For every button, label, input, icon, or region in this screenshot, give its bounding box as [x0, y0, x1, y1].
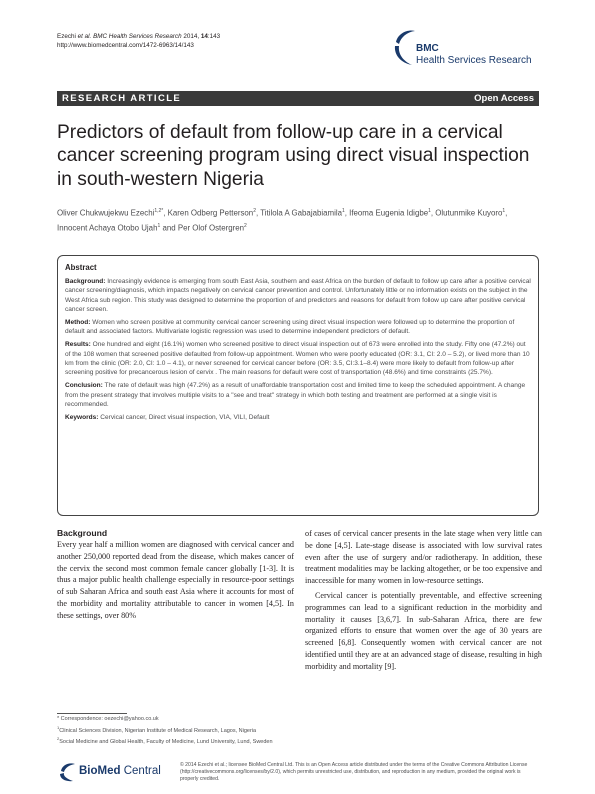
abstract-keywords — [65, 413, 531, 422]
abstract-conclusion-text: The rate of default was high (47.2%) as a result of unaffordable transportation cost and limited time to keep the scheduled appointment. A change from the present strategy that involves multiple visits to a "see and treat" strategy in which both testing and treatment are performed at a single visit is recommended. — [65, 382, 526, 408]
body-paragraph: Cervical cancer is potentially preventable, and effective screening programmes can lead to a significant reduction in the morbidity and mortality it causes [3,6,7]. In sub-Saharan Africa, there are few organized efforts to ensure that women over the age of 30 years are screened [6,8]. Consequently women with cervical cancer are not identified until they are at an advanced stage of disease, resulting in high morbidity and mortality [9]. — [305, 590, 542, 671]
article-type-banner — [57, 91, 539, 106]
author-affiliation-sup: 1 — [157, 222, 161, 229]
author-name: Olutunmike Kuyoro — [435, 208, 503, 218]
author-separator: and — [160, 223, 178, 233]
biomed-central-logo — [57, 761, 177, 783]
citation-line — [57, 32, 220, 41]
author-affiliation-sup: 2 — [253, 208, 256, 214]
author-affiliation-sup: 1 — [502, 208, 506, 214]
bmc-journal-logo — [390, 28, 550, 76]
abstract-conclusion — [65, 381, 531, 409]
header-citation — [57, 32, 220, 50]
author-affiliation-sup: 1,2* — [154, 208, 164, 214]
abstract-method — [65, 318, 531, 337]
article-url[interactable]: http://www.biomedcentral.com/1472-6963/14/143 — [57, 42, 194, 50]
central-word: Central — [120, 765, 161, 777]
biomed-word: BioMed — [79, 765, 121, 777]
author-separator: , — [255, 208, 261, 218]
bmc-swoosh-icon — [390, 28, 416, 68]
abstract-background — [65, 277, 531, 315]
license-statement: © 2014 Ezechi et al.; licensee BioMed Central Ltd. This is an Open Access article distributed under the terms of the Creative Commons Attribution License (http://creativecommons.org/licenses/by/2.0), which permits unrestricted use, distribution, and reproduction in any medium, provided the original work is properly credited. — [180, 762, 528, 783]
abstract-background-label: Background: — [65, 278, 106, 285]
section-heading-background: Background — [57, 528, 108, 538]
author-list — [57, 205, 539, 234]
abstract-results-text: One hundred and eight (16.1%) women who screened positive to direct visual inspection out of 673 were enrolled into the study. Fifty one (47.2%) out of the 108 women that screened positive defaulted from follow-up appointment. Women who were poorly educated (OR: 3.1, CI: 2.0 – 5.2), or lived more than 10 km from the clinic (OR: 2.0, CI: 1.0 – 4.1), or never screened for cervical cancer before (OR: 3.5, CI:3.1–8.4) were more likely to default from follow-up after screening positive for precancerous lesion of cervix . The main reasons for default were cost of transportation (48.6%) and time constraints (25.7%). — [65, 341, 530, 377]
affiliation-text: Social Medicine and Global Health, Faculty of Medicine, Lund University, Lund, Sweden — [59, 739, 273, 746]
abstract-heading: Abstract — [65, 263, 97, 272]
open-access-label: Open Access — [474, 93, 534, 104]
author-separator: , — [163, 208, 168, 218]
author-name: Per Olof Ostergren — [177, 223, 245, 233]
author-name: Innocent Achaya Otobo Ujah — [57, 223, 158, 233]
body-paragraph: of cases of cervical cancer presents in the late stage when very little can be done [4,5]. Late-stage disease is associated with low survival rates even after the use of surgery and/or radiotherapy. In addition, these treatment modalities may be lacking altogether, or be too expensive and inaccessible for many women in low-resource settings. — [305, 529, 542, 586]
abstract-results — [65, 340, 531, 378]
footnote-divider — [57, 713, 127, 714]
author-separator: , — [430, 208, 436, 218]
keywords-label: Keywords: — [65, 413, 99, 421]
biomed-central-swoosh-icon — [57, 762, 77, 782]
citation-authors: Ezechi — [57, 33, 76, 40]
correspondence-note: * Correspondence: oezechi@yahoo.co.uk — [57, 716, 159, 722]
body-column-right — [305, 528, 542, 673]
citation-article: :143 — [207, 33, 221, 40]
author-separator: , — [505, 208, 508, 218]
logo-bmc-text: BMC — [416, 43, 439, 54]
author-name: Karen Odberg Petterson — [167, 208, 254, 218]
footnotes — [57, 716, 294, 747]
abstract-method-label: Method: — [65, 319, 91, 326]
abstract-box — [57, 255, 539, 516]
affiliation-sup: 1 — [57, 724, 60, 730]
citation-journal: BMC Health Services Research — [93, 33, 182, 40]
logo-journal-text: Health Services Research — [416, 55, 532, 66]
author-affiliation-sup: 1 — [428, 208, 431, 214]
article-type-label: RESEARCH ARTICLE — [62, 93, 182, 104]
abstract-background-text: Increasingly evidence is emerging from south East Asia, southern and east Africa on the burden of default to follow up care after a positive cervical cancer screening/diagnosis, which impacts negatively on cervical cancer prevention and control. Unfortunately little or no information exists on the subject in the West Africa sub region. This study was designed to determine the proportion of and predictors and reasons for default from follow up care after positive cervical cancer screen. — [65, 278, 531, 314]
keywords-text: Cervical cancer, Direct visual inspection, VIA, VILI, Default — [98, 413, 270, 421]
affiliation-sup: 2 — [57, 736, 60, 742]
citation-etal: et al. — [75, 33, 94, 40]
abstract-method-text: Women who screen positive at community cervical cancer screening using direct visual inspection were followed up to determine the proportion of default and associated factors. Multivariate logistic regression was used to determine independent predictors of default. — [65, 319, 515, 336]
author-affiliation-sup: 1 — [341, 208, 345, 214]
author-name: Ifeoma Eugenia Idigbe — [349, 208, 429, 218]
author-name: Titilola A Gabajabiamila — [260, 208, 342, 218]
author-separator: , — [344, 208, 350, 218]
abstract-results-label: Results: — [65, 341, 91, 349]
author-name: Oliver Chukwujekwu Ezechi — [57, 208, 155, 218]
article-title: Predictors of default from follow-up care in a cervical cancer screening program using direct visual inspection in south-western Nigeria — [57, 122, 530, 190]
citation-year: 2014, — [181, 33, 201, 40]
citation-volume: 14 — [200, 33, 208, 40]
abstract-conclusion-label: Conclusion: — [65, 382, 103, 390]
body-column-left — [57, 528, 294, 622]
body-paragraph: Every year half a million women are diagnosed with cervical cancer and another 250,000 reported dead from the disease, which makes cancer of the cervix the second most common female cancer globally [1-3]. It is thus a major public health challenge especially in resource-poor settings of sub Saharan Africa and south east Asia where it accounts for most of the morbidity and mortality attributable to cancer in women [4,5]. In these settings, over 80% — [57, 540, 294, 620]
affiliation-1 — [57, 724, 294, 736]
affiliation-text: Clinical Sciences Division, Nigerian Institute of Medical Research, Lagos, Nigeria — [59, 727, 257, 734]
affiliation-2 — [57, 735, 294, 747]
author-affiliation-sup: 2 — [244, 222, 247, 229]
biomed-central-wordmark — [79, 765, 161, 778]
